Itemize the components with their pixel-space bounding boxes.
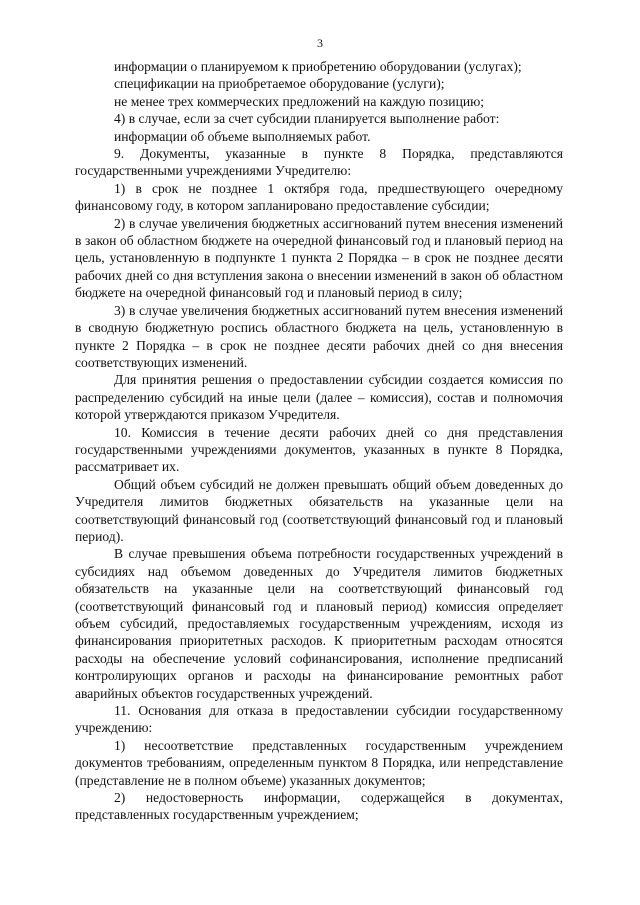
paragraph: спецификации на приобретаемое оборудование (услуги); (114, 76, 445, 92)
paragraph: информации об объеме выполняемых работ. (114, 128, 371, 144)
paragraph: 10. Комиссия в течение десяти рабочих дней со дня представления государственными учреждениями документов, указанных в пункте 8 Порядка, рассматривает их. (75, 424, 563, 475)
paragraph: Для принятия решения о предоставлении субсидии создается комиссия по распределению субсидий на иные цели (далее – комиссия), состав и полномочия которой утверждаются приказом Учредителя. (75, 372, 563, 423)
paragraph: В случае превышения объема потребности государственных учреждений в субсидиях над объемом доведенных до Учредителя лимитов бюджетных обязательств на указанные цели на соответствующий финансовый год (соответствующий финансовый год и плановый период) комиссия определяет объем субсидий, предоставляемых государственным учреждениям, исходя из финансирования приоритетных расходов. К приоритетным расходам относятся расходы на обеспечение условий софинансирования, исполнение предписаний контролирующих органов и расходы на финансирование ремонтных работ аварийных объектов государственных учреждений. (75, 546, 563, 701)
paragraph: 1) несоответствие представленных государственным учреждением документов требованиям, определенным пунктом 8 Порядка, или непредставление (представление не в полном объеме) указанных документов; (75, 737, 563, 788)
paragraph: 11. Основания для отказа в предоставлении субсидии государственному учреждению: (75, 703, 563, 736)
paragraph: Общий объем субсидий не должен превышать общий объем доведенных до Учредителя лимитов бюджетных обязательств на указанные цели на соответствующий финансовый год (соответствующий финансовый год и плановый период). (75, 476, 563, 544)
paragraph: 4) в случае, если за счет субсидии планируется выполнение работ: (114, 111, 500, 127)
paragraph-line: представленных государственным учреждением; (75, 807, 359, 823)
paragraph: информации о планируемом к приобретению оборудовании (услугах); (114, 59, 522, 74)
paragraph: не менее трех коммерческих предложений на каждую позицию; (114, 93, 485, 109)
paragraph: 2) в случае увеличения бюджетных ассигнований путем внесения изменений в закон об областном бюджете на очередной финансовый год и плановый период на цель, установленную в подпункте 1 пункта 2 Порядка – в срок не позднее десяти рабочих дней со дня вступления закона о внесении изменений в закон об областном бюджете на очередной финансовый год и плановый период в силу; (75, 215, 563, 301)
document-body (75, 58, 563, 824)
paragraph: 9. Документы, указанные в пункте 8 Порядка, представляются государственными учреждениями Учредителю: (75, 146, 563, 179)
paragraph: 3) в случае увеличения бюджетных ассигнований путем внесения изменений в сводную бюджетную роспись областного бюджета на цель, установленную в пункте 2 Порядка – в срок не позднее десяти рабочих дней со дня внесения соответствующих изменений. (75, 302, 563, 370)
paragraph-line: 2) недостоверность информации, содержащейся в документах, (114, 790, 563, 806)
page-number: 3 (317, 36, 323, 50)
paragraph: 1) в срок не позднее 1 октября года, предшествующего очередному финансовому году, в котором запланировано предоставление субсидии; (75, 180, 563, 214)
